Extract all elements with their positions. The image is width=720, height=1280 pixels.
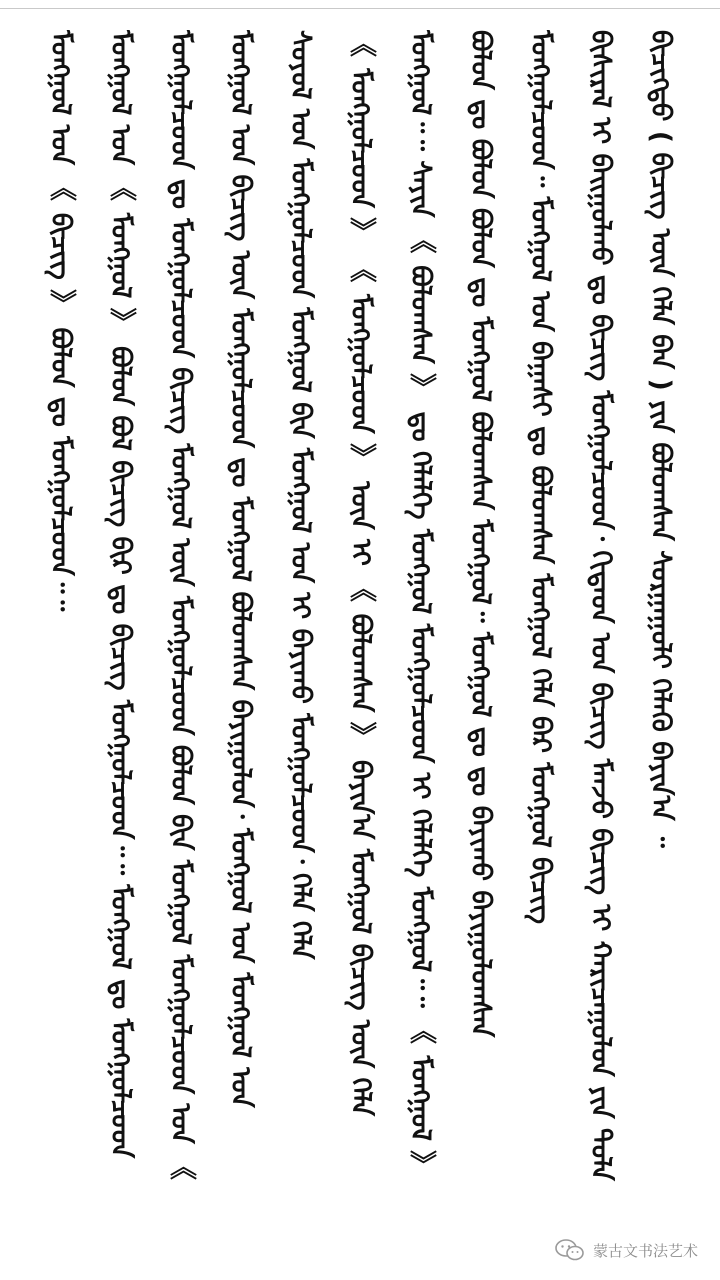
text-line: ᠮᠣᠩᠭᠣᠯᠴᠤᠳ᠃ ᠮᠣᠩᠭᠣᠯ ᠤᠨ ᠪᠠᠭᠠᠰᠢ ᠳᠤ ᠪᠣᠯᠤᠭᠰᠠᠨ ᠮᠣᠩᠭᠣᠯ ᠬᠡᠯᠡ ᠪᠡᠷ ᠮᠣᠩᠭᠣᠯ ᠪᠢᠴᠢᠭ bbox=[525, 30, 556, 925]
text-line: ᠮᠣᠩᠭᠣᠯᠴᠤᠳ ᠳᠤ ᠮᠣᠩᠭᠣᠯᠴᠤᠳ ᠪᠢᠴᠢᠭ ᠮᠣᠩᠭᠣᠯ ᠦᠨ ᠮᠣᠩᠭᠣᠯᠴᠤᠳ ᠪᠣᠯᠤᠨ ᠪᠢᠨ ᠮᠣᠩᠭᠣᠯ ᠮᠣᠩᠭᠣᠯᠴᠤᠳ ᠤᠨ 《 bbox=[165, 30, 196, 1182]
watermark bbox=[555, 1238, 698, 1262]
text-line: ᠮᠣᠩᠭᠣᠯ᠃᠃ ᠰᠠᠶᠢᠨ 《 ᠪᠣᠯᠤᠭᠰᠠᠨ 》 ᠳᠤ ᠬᠡᠯᠡᠯᠭᠡ ᠮᠣᠩᠭᠣᠯ ᠮᠣᠩᠭᠣᠯᠴᠤᠳ ᠢ ᠬᠡᠯᠡᠯᠭᠡ ᠮᠣᠩᠭᠣᠯ᠃᠃ 《 ᠮᠣᠩᠭᠣᠯ 》 bbox=[405, 30, 436, 1179]
text-line: ᠮᠣᠩᠭᠣᠯ ᠤᠨ ᠪᠢᠴᠢᠭ ᠦᠨ ᠮᠣᠩᠭᠣᠯᠴᠤᠳ ᠳᠤ ᠮᠣᠩᠭᠣᠯ ᠪᠣᠯᠤᠭᠰᠠᠨ ᠪᠠᠶᠢᠭᠤᠯᠤᠨ᠂ ᠮᠣᠩᠭᠣᠯ ᠤᠨ ᠮᠣᠩᠭᠣᠯ ᠤᠨ bbox=[225, 30, 256, 1108]
text-line: ᠮᠣᠩᠭᠣᠯ ᠤᠨ 《 ᠮᠣᠩᠭᠣᠯ 》 ᠪᠣᠯᠤᠨ ᠪᠣᠯ ᠪᠢᠴᠢᠭ ᠪᠢᠷ ᠳᠤ ᠪᠢᠴᠢᠭ ᠮᠣᠩᠭᠣᠯᠴᠤᠳ᠃᠃ ᠮᠣᠩᠭᠣᠯ ᠳᠤ ᠮᠣᠩᠭᠣᠯᠴᠤᠳ bbox=[105, 30, 136, 1159]
watermark-text: 蒙古文书法艺术 bbox=[592, 1241, 698, 1260]
text-line: ᠮᠣᠩᠭᠣᠯ ᠤᠨ 《 ᠪᠢᠴᠢᠭ 》 ᠪᠣᠯᠤᠨ ᠳᠤ ᠮᠣᠩᠭᠣᠯᠴᠤᠳ᠃᠃ bbox=[45, 30, 76, 612]
text-line: ᠪᠢᠴᠢᠭ᠌ᠲᠦ ( ᠪᠢᠴᠢᠭ᠌ ᠦᠨ ᠬᠡᠯᠡ ᠪᠠᠨ ) ᠶᠢᠨ ᠪᠣᠯᠤᠭᠰᠠᠨ ᠰᠤᠷᠭᠠᠭᠤᠯᠢ ᠬᠡᠯᠡᠬᠦ ᠪᠠᠶᠢᠨ᠎ᠠ ᠃ bbox=[645, 30, 676, 848]
text-line: ᠪᠢᠰᠢᠷᠡᠯ ᠢ ᠪᠠᠢᠭᠤᠯᠬᠤ ᠳᠤ ᠪᠢᠴᠢᠭ ᠮᠣᠩᠭᠣᠯᠴᠤᠳ᠂ ᠬᠢᠲᠠᠳ ᠤᠨ ᠪᠢᠴᠢᠭ᠌ ᠮᠠᠨᠵᠤ ᠪᠢᠴᠢᠭ ᠢ ᠬᠠᠷᠢᠴᠠᠭᠤᠯᠤᠨ ᠶᠢᠨ ᠲᠤᠯᠠ bbox=[585, 30, 616, 1181]
top-rule bbox=[0, 8, 720, 9]
text-line: 《 ᠮᠣᠩᠭᠣᠯᠴᠤᠳ 》 《 ᠮᠣᠩᠭᠣᠯᠴᠤᠳ 》 ᠦᠨ ᠢ 《 ᠪᠣᠯᠤᠭᠰᠠᠨ 》 ᠪᠠᠶᠢᠨ᠎ᠠ ᠮᠣᠩᠭᠣᠯ ᠪᠢᠴᠢᠭ ᠦᠨ ᠬᠡᠯᠡ bbox=[345, 30, 376, 1117]
text-line: ᠪᠣᠯᠤᠨ ᠳᠤ ᠪᠣᠯᠤᠨ ᠪᠣᠯᠤᠨ ᠳᠤ ᠮᠣᠩᠭᠣᠯ ᠪᠣᠯᠤᠭᠰᠠᠨ ᠮᠣᠩᠭᠣᠯ᠃ ᠮᠣᠩᠭᠣᠯ ᠳᠤ ᠳᠤ ᠪᠠᠶᠢᠬᠤ ᠪᠠᠶᠢᠭᠤᠯᠤᠭᠰᠠᠨ bbox=[465, 30, 496, 1038]
text-line: ᠰᠣᠶᠣᠯ ᠤᠨ ᠮᠣᠩᠭᠣᠯᠴᠤᠳ ᠮᠣᠩᠭᠣᠯ ᠪᠢᠨ ᠮᠣᠩᠭᠣᠯ ᠤᠨ ᠢ ᠪᠠᠶᠢᠬᠤ ᠮᠣᠩᠭᠣᠯᠴᠤᠳ᠂ ᠬᠡᠯᠡ ᠬᠡᠯᠡ bbox=[285, 30, 316, 960]
mongolian-text-block bbox=[40, 30, 680, 1225]
wechat-icon bbox=[555, 1238, 585, 1262]
